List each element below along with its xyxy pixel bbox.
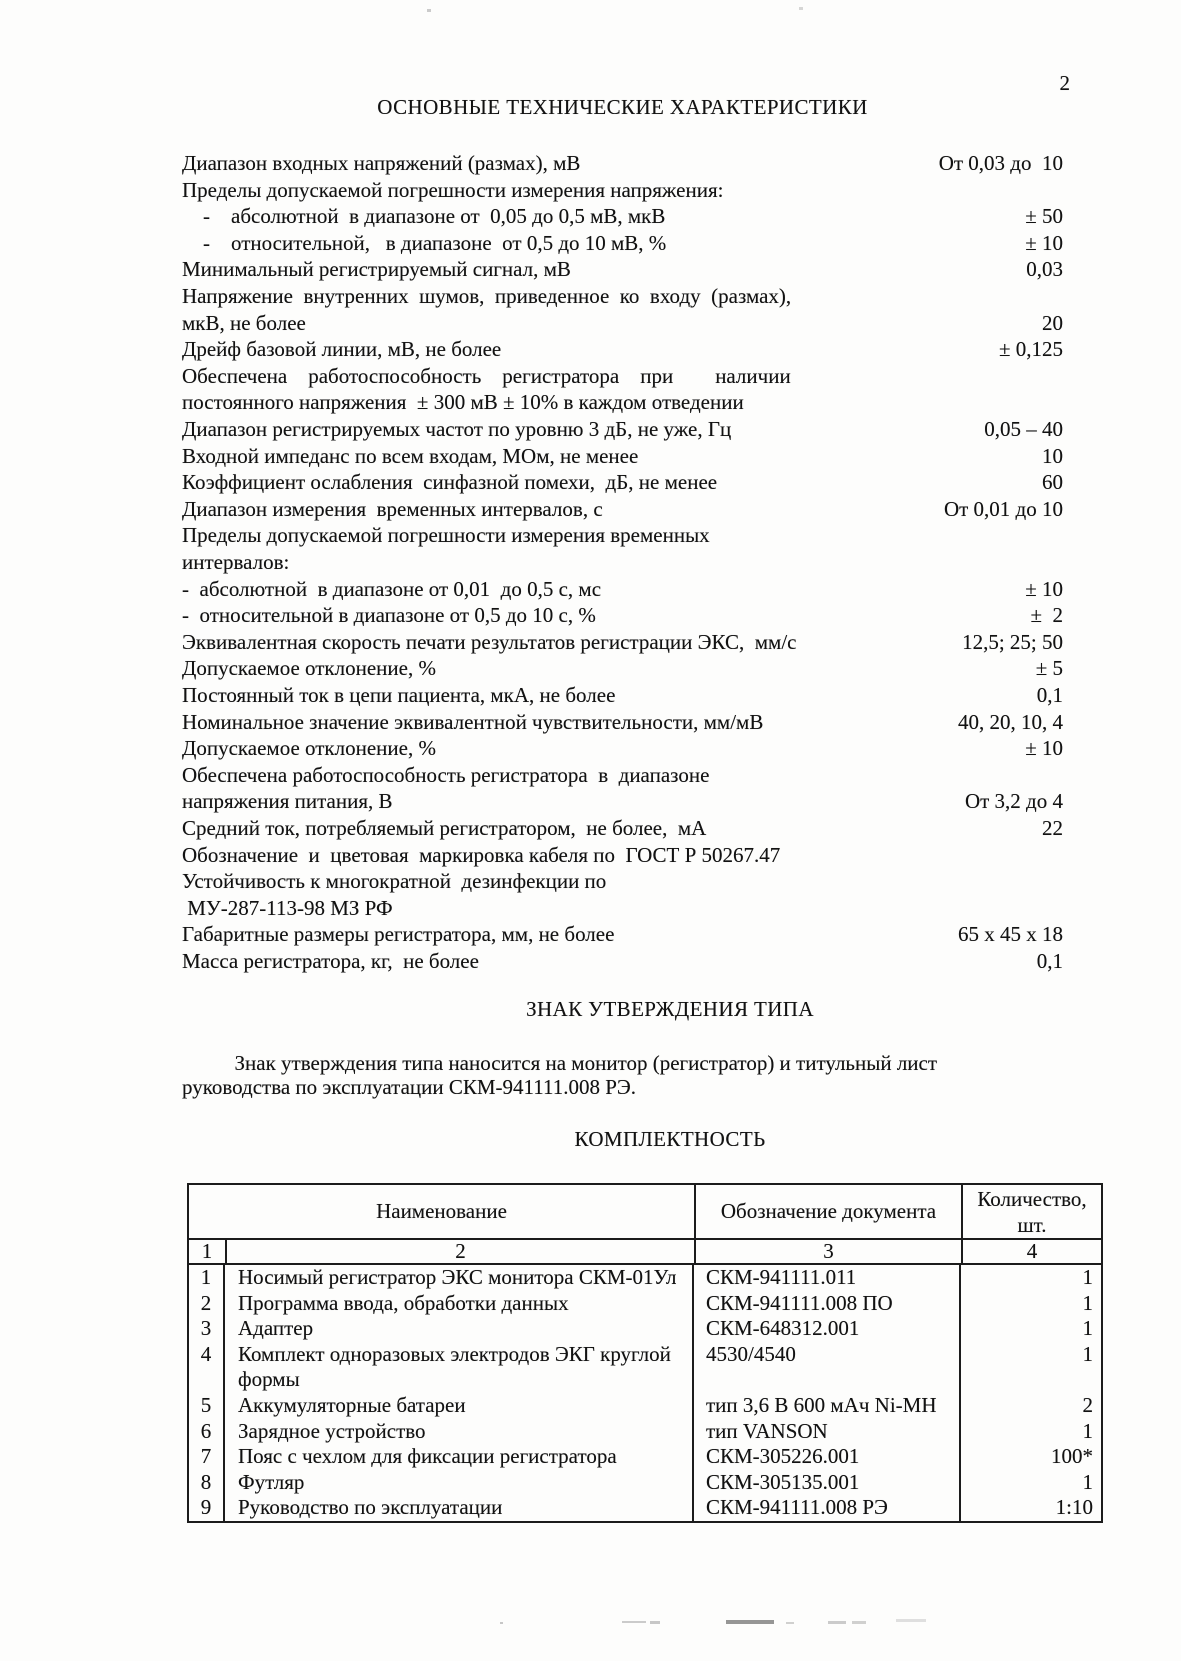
spec-label: Диапазон регистрируемых частот по уровню 3 дБ, не уже, Гц bbox=[182, 417, 732, 441]
spec-row bbox=[182, 310, 1063, 337]
table-row bbox=[189, 1444, 1101, 1470]
page-number: 2 bbox=[1059, 71, 1070, 95]
spec-value: 65 x 45 x 18 bbox=[958, 922, 1063, 946]
header-doc: Обозначение документа bbox=[694, 1185, 961, 1238]
spec-label: Номинальное значение эквивалентной чувствительности, мм/мВ bbox=[182, 710, 764, 734]
row-number: 1 bbox=[189, 1265, 225, 1291]
spec-label: Напряжение внутренних шумов, приведенное ко входу (размах), bbox=[182, 284, 792, 308]
spec-value: 12,5; 25; 50 bbox=[962, 630, 1063, 654]
table-row bbox=[189, 1342, 1101, 1393]
item-name-line: Носимый регистратор ЭКС монитора СКМ-01Ул bbox=[238, 1265, 677, 1289]
scan-speck bbox=[896, 1619, 926, 1622]
spec-row bbox=[182, 549, 1063, 576]
table-row bbox=[189, 1419, 1101, 1445]
scan-speck bbox=[799, 7, 803, 10]
table-row bbox=[189, 1495, 1101, 1521]
item-quantity: 1 bbox=[1082, 1418, 1093, 1443]
spec-row bbox=[182, 921, 1063, 948]
spec-row bbox=[182, 522, 1063, 549]
item-quantity: 1 bbox=[1082, 1341, 1093, 1366]
item-document: СКМ-305226.001 bbox=[694, 1444, 961, 1470]
row-number: 5 bbox=[189, 1393, 225, 1419]
row-number: 9 bbox=[189, 1495, 225, 1521]
spec-row bbox=[182, 629, 1063, 656]
header-qty-line1: Количество, bbox=[977, 1187, 1087, 1211]
spec-row bbox=[182, 762, 1063, 789]
item-name bbox=[225, 1393, 694, 1419]
item-quantity: 1 bbox=[1082, 1469, 1093, 1494]
scan-speck bbox=[852, 1621, 866, 1624]
spec-row bbox=[182, 842, 1063, 869]
spec-value: 20 bbox=[1042, 311, 1063, 335]
numbering-col-4: 4 bbox=[961, 1240, 1101, 1263]
spec-row bbox=[182, 788, 1063, 815]
spec-row bbox=[182, 948, 1063, 975]
spec-row bbox=[182, 416, 1063, 443]
spec-label: напряжения питания, В bbox=[182, 789, 393, 813]
spec-value: 60 bbox=[1042, 470, 1063, 494]
spec-value: 40, 20, 10, 4 bbox=[958, 710, 1063, 734]
spec-row bbox=[182, 602, 1063, 629]
spec-label: Минимальный регистрируемый сигнал, мВ bbox=[182, 257, 571, 281]
spec-label: Обеспечена работоспособность регистратора при наличии bbox=[182, 364, 791, 388]
table-row bbox=[189, 1265, 1101, 1291]
spec-row bbox=[182, 469, 1063, 496]
scan-speck bbox=[427, 9, 431, 12]
spec-label: Пределы допускаемой погрешности измерения напряжения: bbox=[182, 178, 724, 202]
item-name bbox=[225, 1444, 694, 1470]
row-number: 4 bbox=[189, 1342, 225, 1393]
row-number: 7 bbox=[189, 1444, 225, 1470]
item-name bbox=[225, 1419, 694, 1445]
spec-label: МУ-287-113-98 МЗ РФ bbox=[182, 896, 393, 920]
spec-row bbox=[182, 868, 1063, 895]
spec-label: Средний ток, потребляемый регистратором, не более, мА bbox=[182, 816, 707, 840]
item-quantity: 1:10 bbox=[1055, 1495, 1093, 1520]
row-number: 8 bbox=[189, 1470, 225, 1496]
spec-value: От 0,01 до 10 bbox=[943, 497, 1063, 521]
item-quantity: 1 bbox=[1082, 1316, 1093, 1341]
spec-value: ± 0,125 bbox=[998, 337, 1063, 361]
numbering-col-2: 2 bbox=[225, 1240, 694, 1263]
item-document: СКМ-941111.008 ПО bbox=[694, 1291, 961, 1317]
item-name-line: Руководство по эксплуатации bbox=[238, 1495, 503, 1520]
item-quantity: 1 bbox=[1082, 1265, 1093, 1289]
spec-row bbox=[182, 389, 1063, 416]
table-row bbox=[189, 1470, 1101, 1496]
row-number: 6 bbox=[189, 1419, 225, 1445]
completeness-table bbox=[187, 1183, 1103, 1523]
item-document: 4530/4540 bbox=[694, 1342, 961, 1393]
spec-label: Диапазон входных напряжений (размах), мВ bbox=[182, 151, 581, 175]
table-numbering-row bbox=[189, 1240, 1101, 1265]
spec-label: Габаритные размеры регистратора, мм, не более bbox=[182, 922, 615, 946]
item-document: СКМ-941111.011 bbox=[694, 1265, 961, 1291]
scan-speck bbox=[622, 1621, 646, 1623]
item-name bbox=[225, 1291, 694, 1317]
spec-value: ± 5 bbox=[1035, 656, 1063, 680]
spec-value: 22 bbox=[1042, 816, 1063, 840]
spec-value: ± 10 bbox=[1025, 736, 1063, 760]
row-number: 3 bbox=[189, 1316, 225, 1342]
header-qty bbox=[961, 1185, 1101, 1238]
spec-row bbox=[182, 256, 1063, 283]
spec-row bbox=[182, 815, 1063, 842]
item-name-line: Программа ввода, обработки данных bbox=[238, 1290, 569, 1315]
spec-row bbox=[182, 203, 1063, 230]
item-name bbox=[225, 1470, 694, 1496]
spec-row bbox=[182, 682, 1063, 709]
spec-row bbox=[182, 496, 1063, 523]
type-approval-paragraph-line-2: руководства по эксплуатации СКМ-941111.008 РЭ. bbox=[182, 1075, 636, 1099]
spec-value: 10 bbox=[1042, 444, 1063, 468]
spec-label: Коэффициент ослабления синфазной помехи, дБ, не менее bbox=[182, 470, 718, 494]
scan-speck bbox=[650, 1621, 660, 1624]
scan-speck bbox=[786, 1622, 794, 1624]
spec-label: Дрейф базовой линии, мВ, не более bbox=[182, 337, 502, 361]
spec-row bbox=[182, 735, 1063, 762]
item-name bbox=[225, 1316, 694, 1342]
spec-label: мкВ, не более bbox=[182, 311, 306, 335]
type-approval-heading: ЗНАК УТВЕРЖДЕНИЯ ТИПА bbox=[526, 997, 814, 1021]
spec-label: Входной импеданс по всем входам, МОм, не менее bbox=[182, 444, 639, 468]
item-name-line: Комплект одноразовых электродов ЭКГ круглой bbox=[238, 1341, 671, 1366]
spec-label: Допускаемое отклонение, % bbox=[182, 656, 436, 680]
row-number: 2 bbox=[189, 1291, 225, 1317]
spec-label: Диапазон измерения временных интервалов, с bbox=[182, 497, 603, 521]
item-name-line: Адаптер bbox=[238, 1316, 314, 1341]
spec-row bbox=[182, 150, 1063, 177]
spec-label: Постоянный ток в цепи пациента, мкА, не более bbox=[182, 683, 616, 707]
spec-row bbox=[182, 709, 1063, 736]
item-name-line: Пояс с чехлом для фиксации регистратора bbox=[238, 1444, 617, 1469]
spec-value: ± 10 bbox=[1025, 577, 1063, 601]
spec-value: 0,1 bbox=[1036, 683, 1063, 707]
table-header-row bbox=[189, 1185, 1101, 1240]
table-row bbox=[189, 1316, 1101, 1342]
item-quantity: 1 bbox=[1082, 1290, 1093, 1315]
spec-label: Устойчивость к многократной дезинфекции по bbox=[182, 869, 607, 893]
spec-label: - относительной, в диапазоне от 0,5 до 10 мВ, % bbox=[182, 231, 667, 255]
scan-speck bbox=[726, 1620, 774, 1624]
spec-label: - абсолютной в диапазоне от 0,01 до 0,5 с, мс bbox=[182, 577, 602, 601]
item-name bbox=[225, 1495, 694, 1521]
numbering-col-3: 3 bbox=[694, 1240, 961, 1263]
item-name bbox=[225, 1265, 694, 1291]
spec-label: Обозначение и цветовая маркировка кабеля по ГОСТ Р 50267.47 bbox=[182, 843, 781, 867]
scan-speck bbox=[828, 1621, 846, 1624]
table-row bbox=[189, 1291, 1101, 1317]
spec-label: постоянного напряжения ± 300 мВ ± 10% в каждом отведении bbox=[182, 390, 744, 414]
spec-label: Пределы допускаемой погрешности измерения временных bbox=[182, 523, 710, 547]
item-document: тип 3,6 В 600 мАч Ni-MH bbox=[694, 1393, 961, 1419]
item-quantity: 100* bbox=[1051, 1444, 1093, 1469]
item-name-line: формы bbox=[238, 1367, 300, 1392]
spec-value: ± 2 bbox=[1030, 603, 1063, 627]
header-name: Наименование bbox=[376, 1199, 507, 1223]
spec-row bbox=[182, 443, 1063, 470]
spec-value: 0,1 bbox=[1036, 949, 1063, 973]
type-approval-paragraph-line-1: Знак утверждения типа наносится на монитор (регистратор) и титульный лист bbox=[182, 1051, 938, 1075]
spec-row bbox=[182, 895, 1063, 922]
spec-label: Эквивалентная скорость печати результатов регистрации ЭКС, мм/с bbox=[182, 630, 797, 654]
spec-value: ± 10 bbox=[1025, 231, 1063, 255]
spec-row bbox=[182, 576, 1063, 603]
table-body bbox=[189, 1265, 1101, 1521]
spec-row bbox=[182, 363, 1063, 390]
item-document: СКМ-648312.001 bbox=[694, 1316, 961, 1342]
spec-row bbox=[182, 655, 1063, 682]
spec-value: 0,05 – 40 bbox=[984, 417, 1063, 441]
scan-speck bbox=[500, 1622, 503, 1624]
item-document: СКМ-941111.008 РЭ bbox=[694, 1495, 961, 1521]
header-qty-line2: шт. bbox=[1017, 1213, 1047, 1237]
item-name-line: Футляр bbox=[238, 1469, 305, 1494]
spec-label: Обеспечена работоспособность регистратора в диапазоне bbox=[182, 763, 710, 787]
item-quantity: 2 bbox=[1082, 1392, 1093, 1417]
spec-value: ± 50 bbox=[1025, 204, 1063, 228]
page-title: ОСНОВНЫЕ ТЕХНИЧЕСКИЕ ХАРАКТЕРИСТИКИ bbox=[377, 95, 868, 119]
spec-row bbox=[182, 336, 1063, 363]
spec-row bbox=[182, 177, 1063, 204]
spec-label: Допускаемое отклонение, % bbox=[182, 736, 436, 760]
spec-label: Масса регистратора, кг, не более bbox=[182, 949, 479, 973]
spec-label: - относительной в диапазоне от 0,5 до 10 с, % bbox=[182, 603, 596, 627]
completeness-heading: КОМПЛЕКТНОСТЬ bbox=[574, 1127, 766, 1151]
item-name-line: Аккумуляторные батареи bbox=[238, 1392, 466, 1417]
item-name-line: Зарядное устройство bbox=[238, 1418, 426, 1443]
numbering-col-1: 1 bbox=[201, 1239, 213, 1263]
spec-value: От 0,03 до 10 bbox=[938, 151, 1063, 175]
item-document: СКМ-305135.001 bbox=[694, 1470, 961, 1496]
spec-value: От 3,2 до 4 bbox=[964, 789, 1063, 813]
spec-label: - абсолютной в диапазоне от 0,05 до 0,5 мВ, мкВ bbox=[182, 204, 666, 228]
spec-value: 0,03 bbox=[1026, 257, 1063, 281]
spec-label: интервалов: bbox=[182, 550, 290, 574]
item-name bbox=[225, 1342, 694, 1393]
item-document: тип VANSON bbox=[694, 1419, 961, 1445]
table-row bbox=[189, 1393, 1101, 1419]
spec-row bbox=[182, 230, 1063, 257]
spec-row bbox=[182, 283, 1063, 310]
